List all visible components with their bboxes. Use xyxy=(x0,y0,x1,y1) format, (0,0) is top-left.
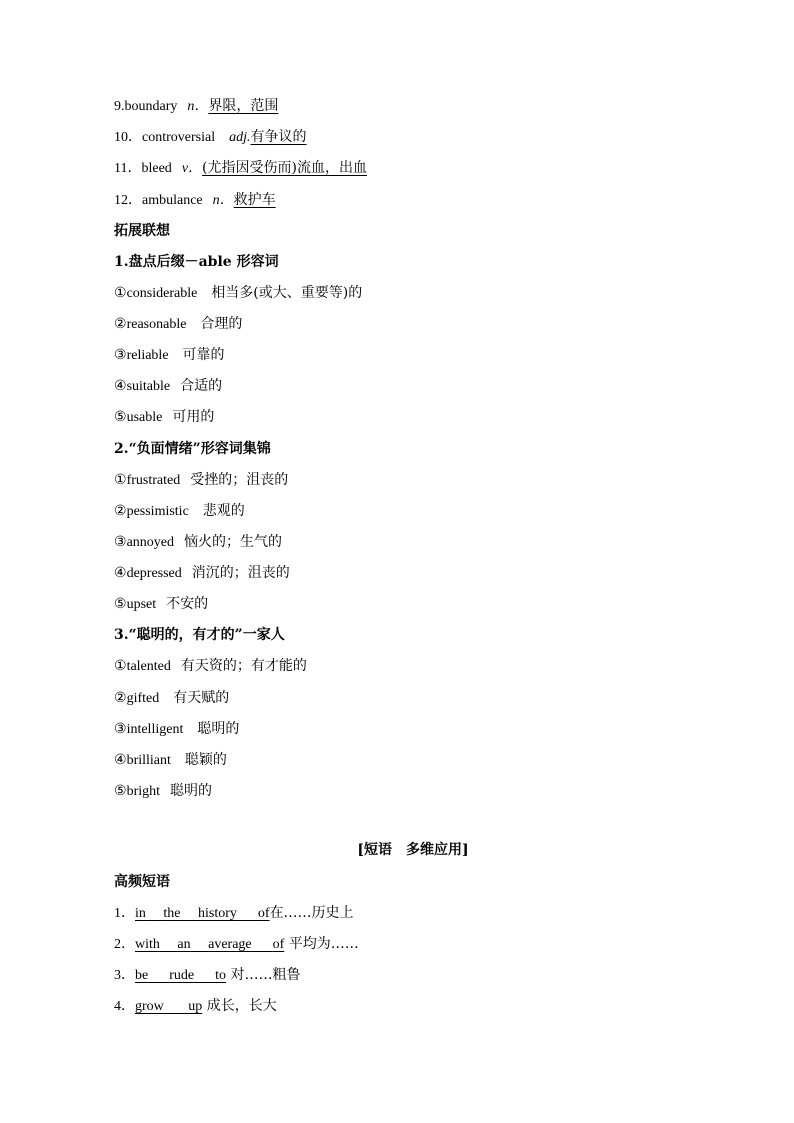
item-marker: ⑤ xyxy=(114,409,127,425)
vocab-meaning: 救护车 xyxy=(233,192,276,208)
item-marker: ④ xyxy=(114,565,127,581)
list-item xyxy=(114,594,208,615)
item-word: frustrated xyxy=(126,473,181,488)
vocab-meaning: 界限，范围 xyxy=(208,98,279,114)
item-marker: ① xyxy=(114,285,127,301)
phrase-answer: in the history of xyxy=(135,906,270,921)
phrase-meaning: 成长，长大 xyxy=(206,998,277,1014)
item-word: depressed xyxy=(126,566,182,581)
phrase-item xyxy=(114,903,354,924)
vocab-word: controversial xyxy=(142,130,216,145)
phrase-number: 4． xyxy=(114,999,135,1014)
vocab-meaning: (尤指因受伤而)流血，出血 xyxy=(202,160,367,176)
list-item xyxy=(114,750,227,771)
list-item xyxy=(114,563,290,584)
item-marker: ④ xyxy=(114,752,127,768)
item-word: upset xyxy=(126,597,157,612)
list-item xyxy=(114,407,214,428)
item-meaning: 合理的 xyxy=(200,316,243,332)
part-of-speech: adj. xyxy=(229,130,251,145)
group-title: 3.“聪明的，有才的”一家人 xyxy=(114,627,285,643)
phrase-meaning: 在……历史上 xyxy=(269,905,354,921)
item-meaning: 有天资的；有才能的 xyxy=(180,658,307,674)
vocab-word: ambulance xyxy=(142,193,203,208)
item-meaning: 消沉的；沮丧的 xyxy=(191,565,290,581)
phrase-meaning: 对……粗鲁 xyxy=(230,967,301,983)
item-meaning: 聪颖的 xyxy=(184,752,227,768)
item-marker: ⑤ xyxy=(114,596,127,612)
list-item xyxy=(114,532,282,553)
item-meaning: 可用的 xyxy=(172,409,215,425)
item-word: suitable xyxy=(126,379,171,394)
list-item xyxy=(114,345,225,366)
item-word: bright xyxy=(126,784,161,799)
vocab-number: 11． xyxy=(114,161,142,176)
vocab-number: 10． xyxy=(114,130,142,145)
group-title: 1.盘点后缀－able 形容词 xyxy=(114,254,279,270)
item-marker: ④ xyxy=(114,378,127,394)
item-meaning: 合适的 xyxy=(180,378,223,394)
list-item xyxy=(114,470,288,491)
part-of-speech: n． xyxy=(187,99,209,114)
phrase-answer: with an average of xyxy=(135,937,285,952)
group-title: 2.“负面情绪”形容词集锦 xyxy=(114,441,271,457)
item-meaning: 恼火的；生气的 xyxy=(184,534,282,550)
phrase-answer: be rude to xyxy=(135,968,226,983)
phrase-item xyxy=(114,934,359,955)
item-marker: ② xyxy=(114,503,127,519)
item-meaning: 受挫的；沮丧的 xyxy=(190,472,289,488)
list-item xyxy=(114,781,212,802)
list-item xyxy=(114,501,245,522)
expand-heading: 拓展联想 xyxy=(114,223,170,239)
list-item xyxy=(114,719,239,740)
item-marker: ⑤ xyxy=(114,783,127,799)
item-word: reliable xyxy=(126,348,169,363)
item-marker: ② xyxy=(114,316,127,332)
item-word: considerable xyxy=(126,286,198,301)
list-item xyxy=(114,688,229,709)
part-of-speech: v． xyxy=(181,161,203,176)
phrase-item xyxy=(114,965,300,986)
vocab-item xyxy=(114,96,278,117)
item-meaning: 有天赋的 xyxy=(173,690,230,706)
list-item xyxy=(114,283,362,304)
phrase-meaning: 平均为…… xyxy=(288,936,359,952)
item-meaning: 聪明的 xyxy=(197,721,240,737)
item-marker: ② xyxy=(114,690,127,706)
section-heading: [短语 多维应用] xyxy=(357,842,469,858)
item-marker: ③ xyxy=(114,721,127,737)
part-of-speech: n． xyxy=(212,193,234,208)
vocab-item xyxy=(114,127,306,148)
list-item xyxy=(114,376,222,397)
vocab-item xyxy=(114,190,276,211)
vocab-meaning: 有争议的 xyxy=(250,129,307,145)
item-marker: ① xyxy=(114,658,127,674)
item-marker: ① xyxy=(114,472,127,488)
phrase-number: 1． xyxy=(114,906,135,921)
item-word: annoyed xyxy=(126,535,174,550)
item-marker: ③ xyxy=(114,534,127,550)
item-word: talented xyxy=(126,659,171,674)
phrase-number: 3． xyxy=(114,968,135,983)
item-meaning: 悲观的 xyxy=(202,503,245,519)
item-meaning: 不安的 xyxy=(166,596,209,612)
item-word: reasonable xyxy=(126,317,187,332)
phrases-heading: 高频短语 xyxy=(114,874,170,890)
item-meaning: 可靠的 xyxy=(182,347,225,363)
phrase-item xyxy=(114,996,277,1017)
vocab-word: bleed xyxy=(141,161,172,176)
item-word: pessimistic xyxy=(126,504,189,519)
list-item xyxy=(114,656,307,677)
item-meaning: 聪明的 xyxy=(170,783,213,799)
item-marker: ③ xyxy=(114,347,127,363)
phrase-number: 2． xyxy=(114,937,135,952)
phrase-answer: grow up xyxy=(135,999,203,1014)
item-word: gifted xyxy=(126,691,160,706)
item-word: brilliant xyxy=(126,753,171,768)
item-word: intelligent xyxy=(126,722,184,737)
vocab-word: boundary xyxy=(124,99,178,114)
vocab-item xyxy=(114,158,367,179)
list-item xyxy=(114,314,242,335)
item-meaning: 相当多(或大、重要等)的 xyxy=(211,285,363,301)
vocab-number: 12． xyxy=(114,193,142,208)
item-word: usable xyxy=(126,410,163,425)
vocab-number: 9. xyxy=(114,99,125,114)
